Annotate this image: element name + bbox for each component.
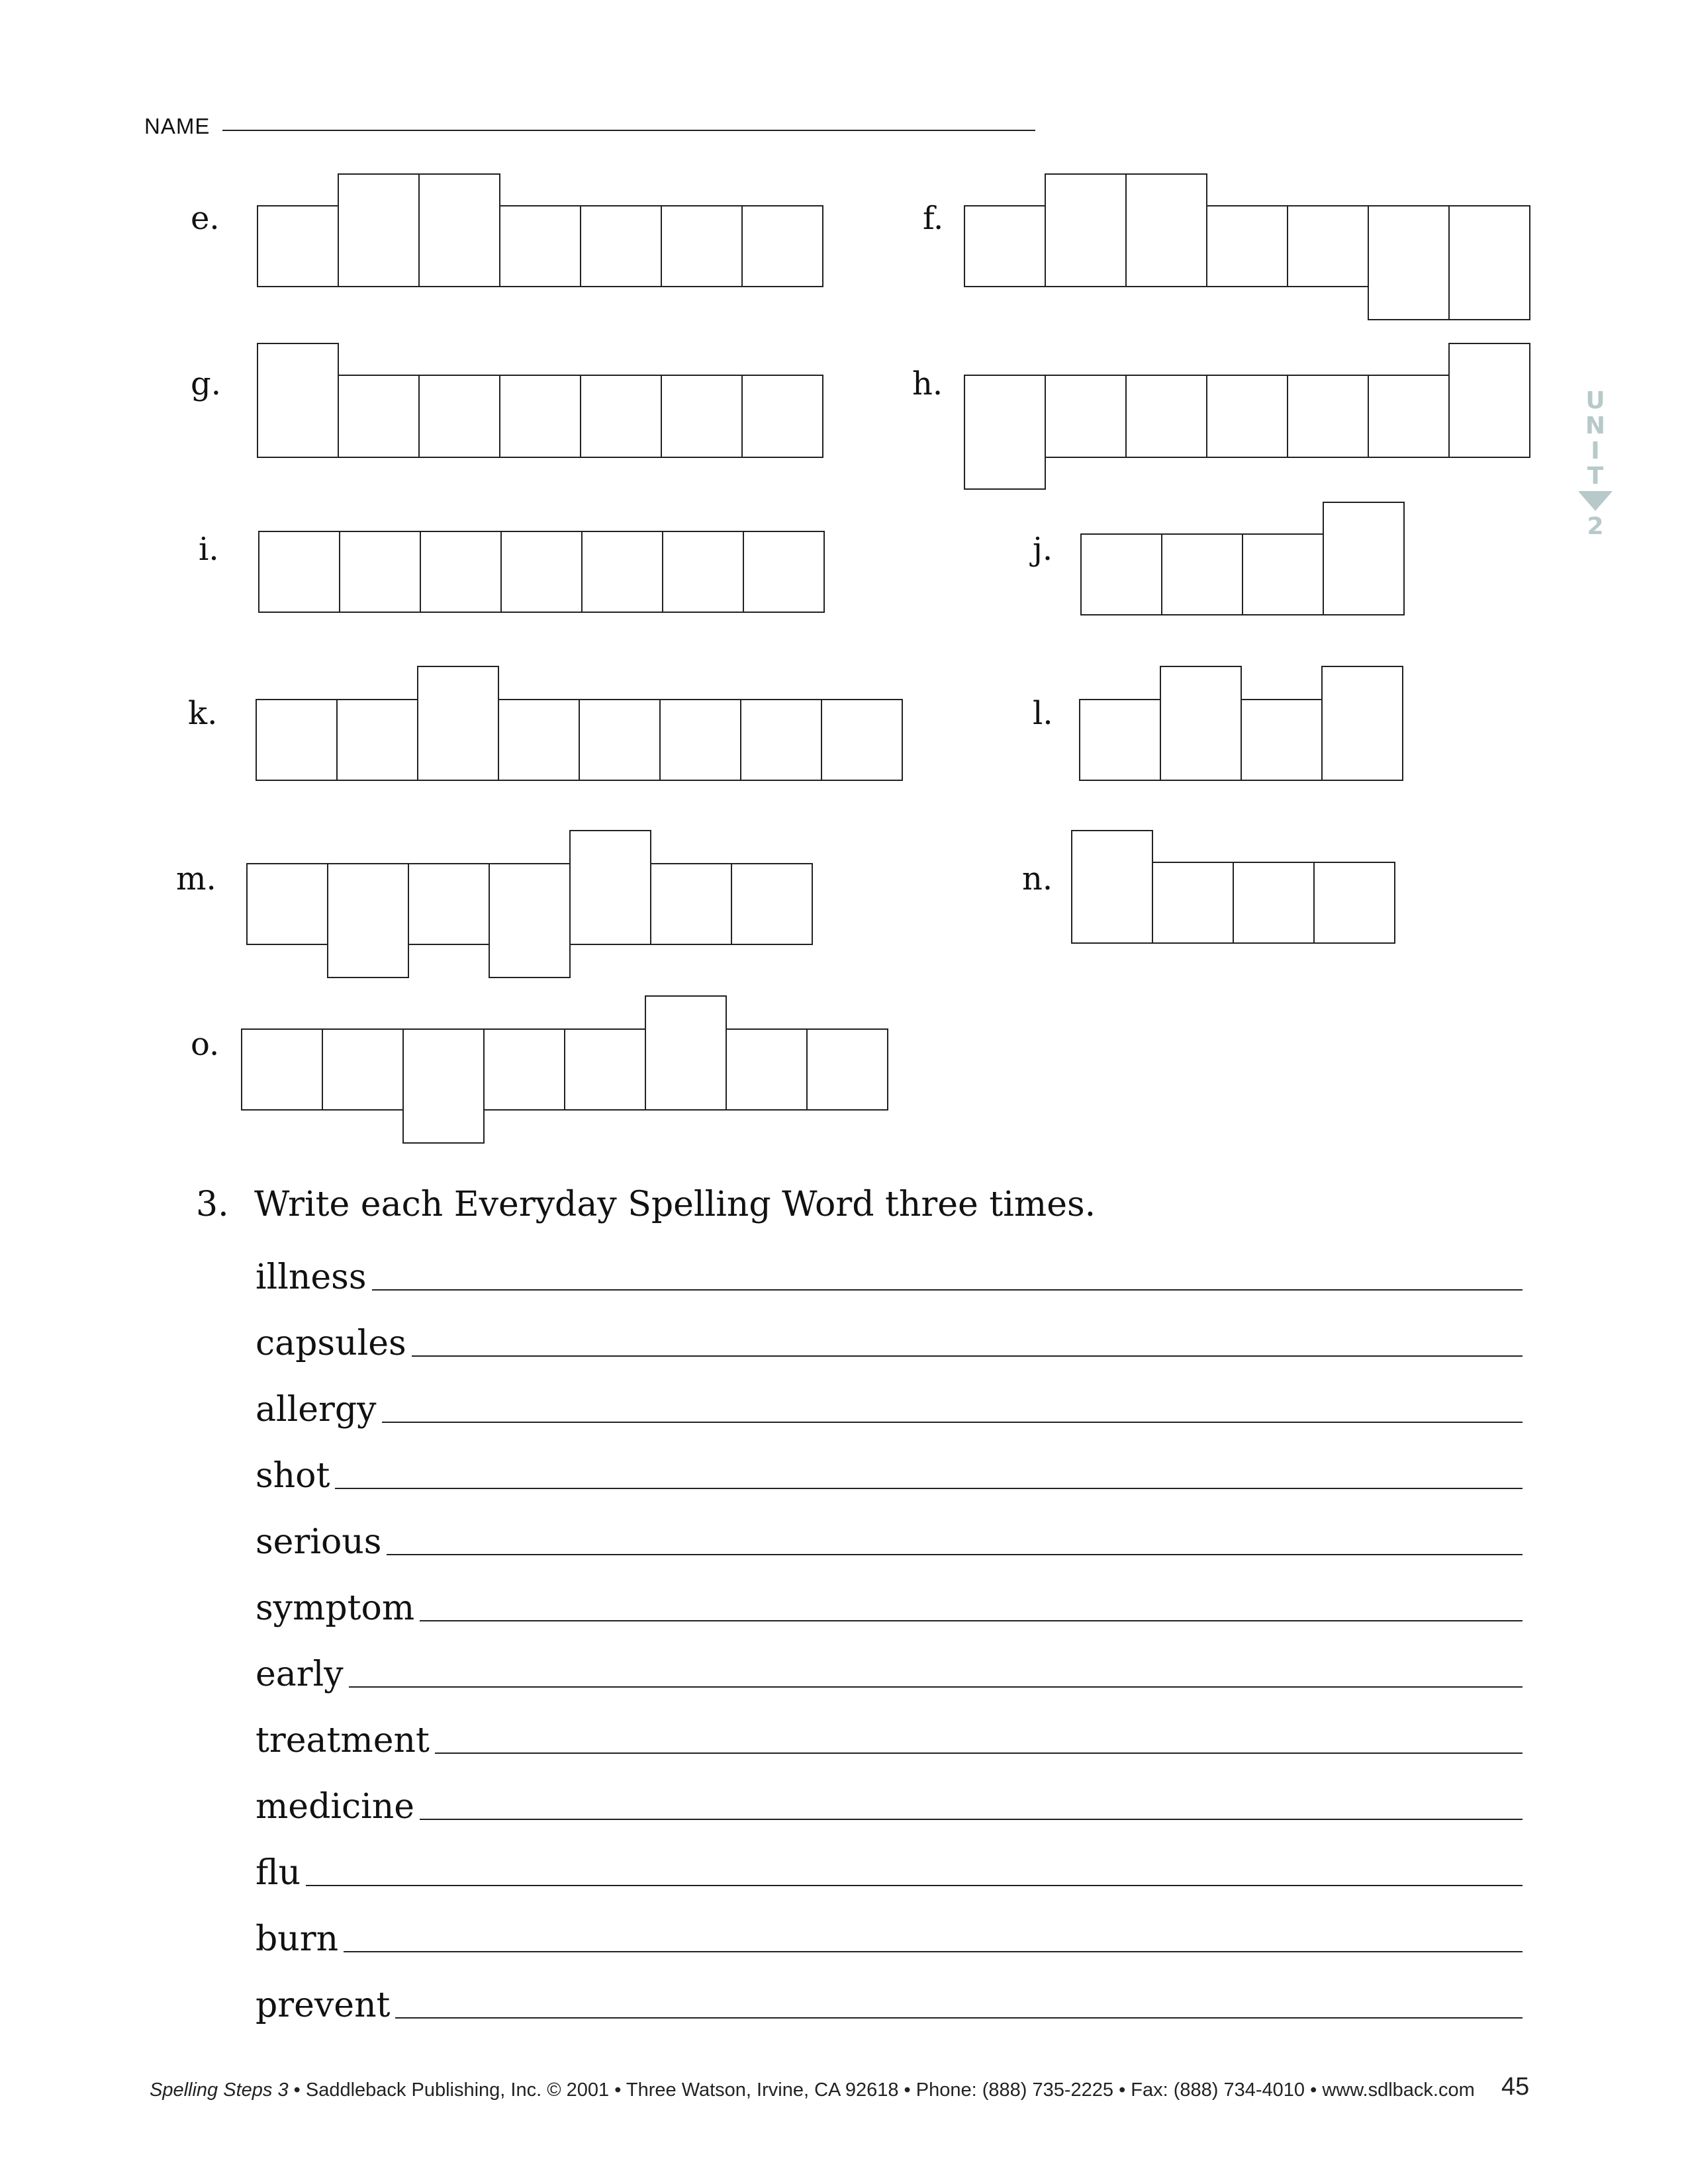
spelling-word: illness xyxy=(256,1257,367,1297)
spelling-word: medicine xyxy=(256,1787,415,1827)
letter-box[interactable] xyxy=(327,863,409,978)
letter-box[interactable] xyxy=(662,531,744,613)
letter-box[interactable] xyxy=(1241,699,1323,781)
letter-box[interactable] xyxy=(1045,173,1127,287)
spelling-word: symptom xyxy=(256,1588,415,1628)
letter-box[interactable] xyxy=(1287,205,1369,287)
letter-box[interactable] xyxy=(1080,533,1162,615)
write-line[interactable] xyxy=(420,1819,1523,1820)
word-row-medicine xyxy=(256,1782,1523,1827)
spelling-word: shot xyxy=(256,1456,330,1496)
puzzle-label-i: i. xyxy=(199,531,219,568)
letter-box[interactable] xyxy=(1321,666,1403,781)
letter-box[interactable] xyxy=(246,863,328,945)
letter-box[interactable] xyxy=(821,699,903,781)
letter-box[interactable] xyxy=(581,531,663,613)
word-row-burn xyxy=(256,1914,1523,1959)
letter-box[interactable] xyxy=(661,375,743,458)
letter-box[interactable] xyxy=(338,173,420,287)
word-row-flu xyxy=(256,1848,1523,1893)
word-row-capsules xyxy=(256,1318,1523,1361)
word-row-serious xyxy=(256,1517,1523,1562)
puzzle-label-g: g. xyxy=(191,365,221,402)
puzzle-label-e: e. xyxy=(191,200,220,237)
spelling-word: treatment xyxy=(256,1721,430,1760)
letter-box[interactable] xyxy=(1206,375,1288,458)
letter-box[interactable] xyxy=(1368,375,1450,458)
publisher-info: • Saddleback Publishing, Inc. © 2001 • Three Watson, Irvine, CA 92618 • Phone: (888) 735-2225 • Fax: (888) 734-4010 • www.sdlback.com xyxy=(288,2079,1475,2101)
word-row-allergy xyxy=(256,1385,1523,1430)
letter-box[interactable] xyxy=(1125,173,1207,287)
page-number: 45 xyxy=(1501,2073,1530,2101)
write-line[interactable] xyxy=(344,1951,1523,1952)
letter-box[interactable] xyxy=(499,205,581,287)
letter-box[interactable] xyxy=(483,1028,565,1111)
write-line[interactable] xyxy=(372,1289,1523,1291)
letter-box[interactable] xyxy=(336,699,418,781)
letter-box[interactable] xyxy=(741,375,823,458)
letter-box[interactable] xyxy=(1161,533,1243,615)
spelling-word: prevent xyxy=(256,1985,391,2025)
unit-letter: T xyxy=(1587,463,1604,490)
letter-box[interactable] xyxy=(420,531,502,613)
letter-box[interactable] xyxy=(564,1028,646,1111)
unit-letter: N xyxy=(1585,412,1606,439)
word-row-symptom xyxy=(256,1583,1523,1628)
letter-box[interactable] xyxy=(645,995,727,1111)
letter-box[interactable] xyxy=(1242,533,1324,615)
puzzle-label-f: f. xyxy=(923,200,944,237)
letter-box[interactable] xyxy=(418,173,500,287)
write-line[interactable] xyxy=(382,1422,1523,1423)
letter-box[interactable] xyxy=(964,375,1046,490)
word-row-illness xyxy=(256,1252,1523,1295)
letter-box[interactable] xyxy=(726,1028,808,1111)
word-row-prevent xyxy=(256,1980,1523,2023)
letter-box[interactable] xyxy=(741,205,823,287)
letter-box[interactable] xyxy=(1079,699,1161,781)
letter-box[interactable] xyxy=(661,205,743,287)
exercise-instruction xyxy=(196,1185,1096,1224)
write-line[interactable] xyxy=(349,1686,1523,1688)
puzzle-label-l: l. xyxy=(1033,695,1053,732)
letter-box[interactable] xyxy=(418,375,500,458)
letter-box[interactable] xyxy=(322,1028,404,1111)
spelling-word: early xyxy=(256,1655,344,1694)
letter-box[interactable] xyxy=(489,863,571,978)
write-line[interactable] xyxy=(420,1620,1523,1621)
spelling-word: capsules xyxy=(256,1324,406,1363)
letter-box[interactable] xyxy=(1045,375,1127,458)
write-line[interactable] xyxy=(395,2017,1523,2019)
letter-box[interactable] xyxy=(339,531,421,613)
name-label: NAME xyxy=(144,114,211,138)
puzzle-label-h: h. xyxy=(912,365,943,402)
letter-box[interactable] xyxy=(740,699,822,781)
unit-letter: U xyxy=(1585,387,1605,414)
letter-box[interactable] xyxy=(650,863,732,945)
letter-box[interactable] xyxy=(580,375,662,458)
book-title: Spelling Steps 3 xyxy=(150,2079,289,2101)
letter-box[interactable] xyxy=(338,375,420,458)
letter-box[interactable] xyxy=(257,343,339,458)
spelling-word: serious xyxy=(256,1522,382,1562)
letter-box[interactable] xyxy=(498,699,580,781)
letter-box[interactable] xyxy=(1448,343,1530,458)
letter-box[interactable] xyxy=(1448,205,1530,320)
letter-box[interactable] xyxy=(402,1028,485,1144)
letter-box[interactable] xyxy=(500,531,583,613)
letter-box[interactable] xyxy=(499,375,581,458)
word-row-early xyxy=(256,1649,1523,1692)
spelling-word: burn xyxy=(256,1919,339,1959)
spelling-word: flu xyxy=(256,1853,301,1893)
letter-box[interactable] xyxy=(1125,375,1207,458)
letter-box[interactable] xyxy=(408,863,490,945)
puzzle-label-o: o. xyxy=(191,1026,220,1063)
letter-box[interactable] xyxy=(580,205,662,287)
letter-box[interactable] xyxy=(417,666,499,781)
spelling-word: allergy xyxy=(256,1390,377,1430)
footer-credits xyxy=(150,2079,1475,2101)
letter-box[interactable] xyxy=(579,699,661,781)
letter-box[interactable] xyxy=(743,531,825,613)
unit-letter: I xyxy=(1591,437,1600,465)
puzzle-label-k: k. xyxy=(188,695,218,732)
write-line[interactable] xyxy=(387,1554,1523,1555)
letter-box[interactable] xyxy=(731,863,813,945)
letter-box[interactable] xyxy=(1287,375,1369,458)
letter-box[interactable] xyxy=(569,830,651,945)
word-row-treatment xyxy=(256,1715,1523,1758)
letter-box[interactable] xyxy=(1368,205,1450,320)
letter-box[interactable] xyxy=(241,1028,323,1111)
letter-box[interactable] xyxy=(1233,862,1315,944)
letter-box[interactable] xyxy=(1160,666,1242,781)
letter-box[interactable] xyxy=(258,531,340,613)
puzzle-label-j: j. xyxy=(1033,531,1053,568)
letter-box[interactable] xyxy=(256,699,338,781)
write-line[interactable] xyxy=(412,1355,1523,1357)
letter-box[interactable] xyxy=(1152,862,1234,944)
letter-box[interactable] xyxy=(1071,830,1153,944)
letter-box[interactable] xyxy=(806,1028,888,1111)
letter-box[interactable] xyxy=(659,699,741,781)
write-line[interactable] xyxy=(306,1885,1523,1886)
arrow-down-icon xyxy=(1578,491,1613,511)
name-write-line[interactable] xyxy=(222,130,1035,131)
puzzle-label-n: n. xyxy=(1022,860,1053,897)
letter-box[interactable] xyxy=(257,205,339,287)
letter-box[interactable] xyxy=(964,205,1046,287)
write-line[interactable] xyxy=(435,1752,1523,1754)
instruction-text: Write each Everyday Spelling Word three times. xyxy=(254,1185,1096,1224)
write-line[interactable] xyxy=(335,1488,1523,1489)
unit-number: 2 xyxy=(1587,513,1604,540)
letter-box[interactable] xyxy=(1206,205,1288,287)
unit-tab xyxy=(1579,389,1611,540)
letter-box[interactable] xyxy=(1323,502,1405,615)
exercise-number: 3. xyxy=(196,1185,229,1224)
puzzle-label-m: m. xyxy=(176,860,216,897)
word-row-shot xyxy=(256,1451,1523,1496)
letter-box[interactable] xyxy=(1313,862,1395,944)
